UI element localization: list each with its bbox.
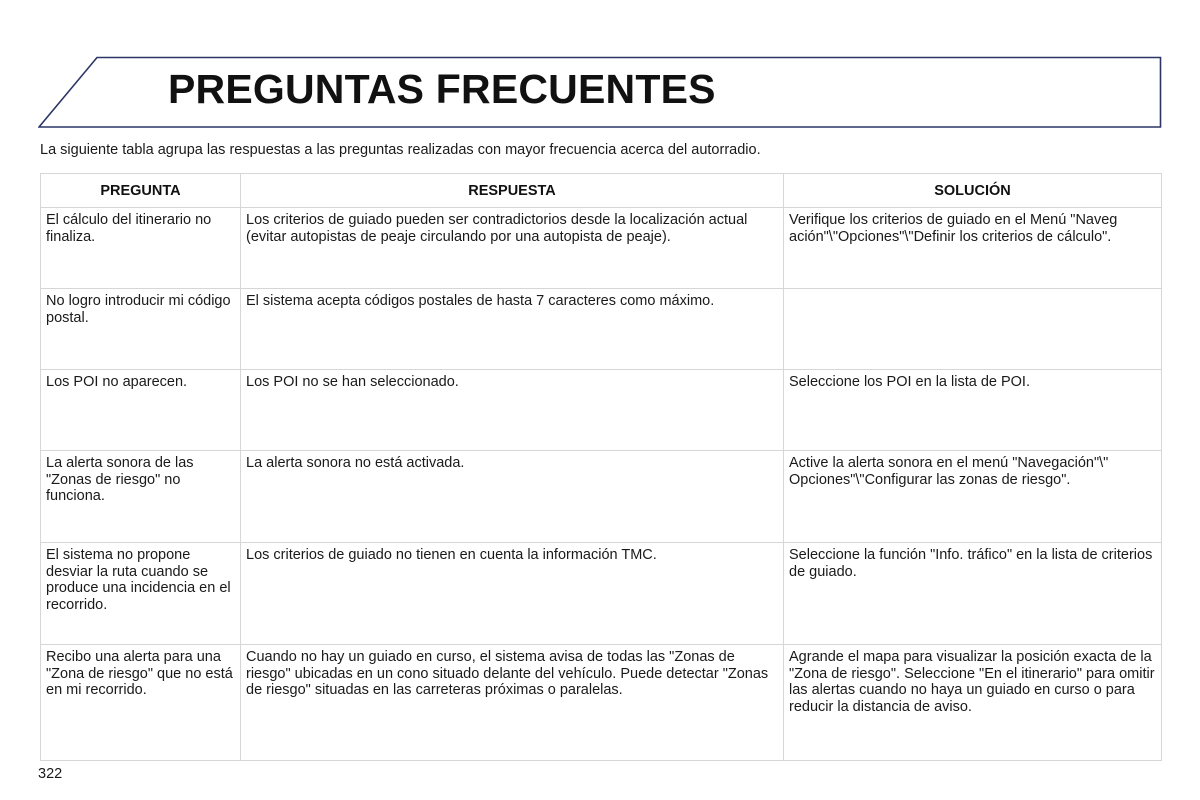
answer-cell: El sistema acepta códigos postales de hasta 7 caracteres como máximo. xyxy=(241,289,784,370)
question-cell: Los POI no aparecen. xyxy=(41,370,241,451)
question-cell: No logro introducir mi código postal. xyxy=(41,289,241,370)
solution-cell: Seleccione los POI en la lista de POI. xyxy=(784,370,1162,451)
column-header-question: PREGUNTA xyxy=(41,174,241,208)
column-header-answer: RESPUESTA xyxy=(241,174,784,208)
page-title: PREGUNTAS FRECUENTES xyxy=(168,66,716,112)
table-row xyxy=(41,289,1162,370)
faq-table xyxy=(40,173,1162,761)
table-row xyxy=(41,645,1162,761)
solution-cell: Agrande el mapa para visualizar la posición exacta de la "Zona de riesgo". Seleccione "En el itinerario" para omitir las alertas cuando no haya un guiado en curso o para reducir la distancia de aviso. xyxy=(784,645,1162,761)
answer-cell: Cuando no hay un guiado en curso, el sistema avisa de todas las "Zonas de riesgo" ubicadas en un cono situado delante del vehículo. Puede detectar "Zonas de riesgo" situadas en las carreteras próximas o paralelas. xyxy=(241,645,784,761)
column-header-solution: SOLUCIÓN xyxy=(784,174,1162,208)
table-row xyxy=(41,370,1162,451)
table-header-row xyxy=(41,174,1162,208)
solution-cell: Verifique los criterios de guiado en el Menú "Naveg ación"\"Opciones"\"Definir los criterios de cálculo". xyxy=(784,208,1162,289)
solution-cell xyxy=(784,289,1162,370)
question-cell: El sistema no propone desviar la ruta cuando se produce una incidencia en el recorrido. xyxy=(41,543,241,645)
answer-cell: Los POI no se han seleccionado. xyxy=(241,370,784,451)
question-cell: Recibo una alerta para una "Zona de riesgo" que no está en mi recorrido. xyxy=(41,645,241,761)
answer-cell: Los criterios de guiado pueden ser contradictorios desde la localización actual (evitar autopistas de peaje circulando por una autopista de peaje). xyxy=(241,208,784,289)
answer-cell: La alerta sonora no está activada. xyxy=(241,451,784,543)
solution-cell: Seleccione la función "Info. tráfico" en la lista de criterios de guiado. xyxy=(784,543,1162,645)
table-row xyxy=(41,208,1162,289)
table-row xyxy=(41,543,1162,645)
intro-text: La siguiente tabla agrupa las respuestas a las preguntas realizadas con mayor frecuencia acerca del autorradio. xyxy=(40,142,761,158)
table-row xyxy=(41,451,1162,543)
question-cell: La alerta sonora de las "Zonas de riesgo" no funciona. xyxy=(41,451,241,543)
page-number: 322 xyxy=(38,766,63,782)
solution-cell: Active la alerta sonora en el menú "Navegación"\" Opciones"\"Configurar las zonas de riesgo". xyxy=(784,451,1162,543)
answer-cell: Los criterios de guiado no tienen en cuenta la información TMC. xyxy=(241,543,784,645)
question-cell: El cálculo del itinerario no finaliza. xyxy=(41,208,241,289)
